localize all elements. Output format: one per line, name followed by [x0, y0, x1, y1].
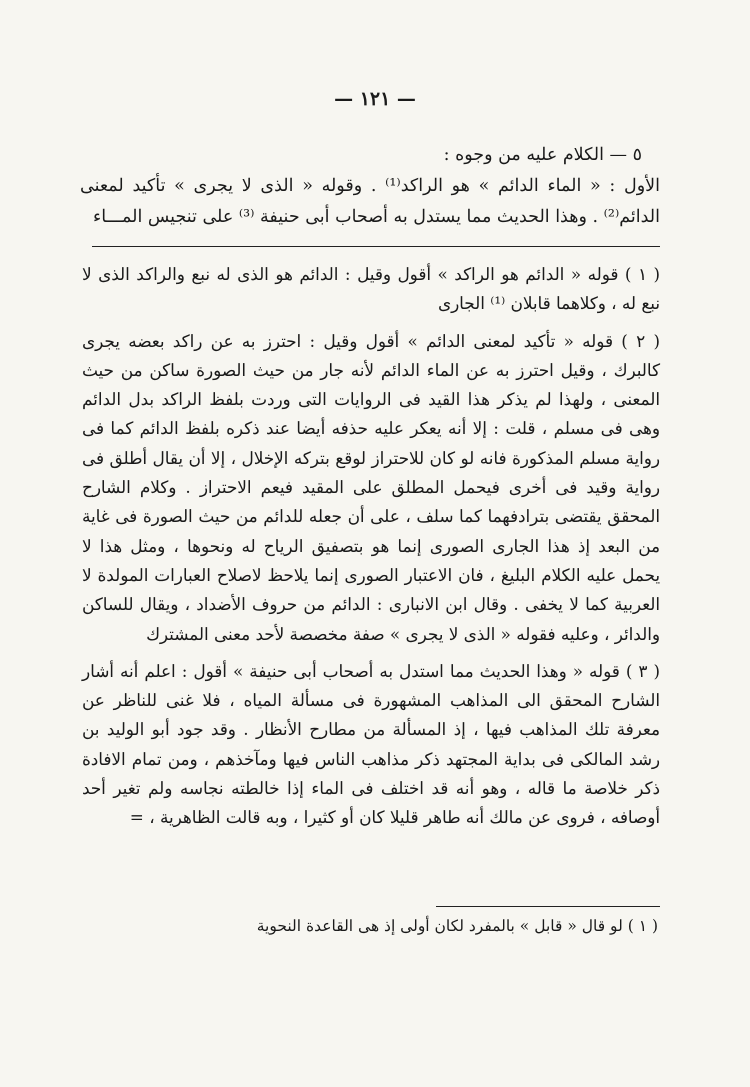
- main-text: [80, 140, 660, 233]
- main-separator-line: [92, 246, 660, 247]
- main-paragraph: الأول : « الماء الدائم » هو الراكد⁽¹⁾ . وقوله « الذى لا يجرى » تأكيد لمعنى الدائم⁽²⁾ . وهذا الحديث مما يستدل به أصحاب أبى حنيفة ⁽³⁾ على تنجيس المـــاء: [80, 176, 661, 227]
- section-heading: ٥ — الكلام عليه من وجوه :: [443, 145, 642, 165]
- footnote-separator-line: [436, 906, 660, 907]
- footnote: ( ١ ) لو قال « قابل » بالمفرد لكان أولى إذ هى القاعدة النحوية: [256, 917, 658, 935]
- commentary-note-3: ( ٣ ) قوله « وهذا الحديث مما استدل به أصحاب أبى حنيفة » أقول : اعلم أنه أشار الشارح المحقق الى المذاهب المشهورة فى مسألة المياه ، فلا غنى للناظر عن معرفة تلك المذاهب فيها ، إذ المسألة من مطارح الأنظار . وقد جود أبو الوليد بن رشد المالكى فى بداية المجتهد ذكر مذاهب الناس فيها ومآخذهم ، ومن تمام الافادة ذكر خلاصة ما قاله ، وهو أنه قد اختلف فى الماء إذا خالطته نجاسه ولم تغير أحد أوصافه ، فروى عن مالك أنه طاهر قليلا كان أو كثيرا ، وبه قالت الظاهرية ، =: [82, 660, 660, 828]
- page-number: — ١٢١ —: [334, 88, 416, 110]
- commentary-note-1: ( ١ ) قوله « الدائم هو الراكد » أقول وقيل : الدائم هو الذى له نبع والراكد الذى لا نبع له ، وكلاهما قابلان ⁽¹⁾ الجارى: [82, 264, 660, 314]
- commentary-note-2: ( ٢ ) قوله « تأكيد لمعنى الدائم » أقول وقيل : احترز به عن راكد بعضه يجرى كالبرك ، وقيل احترز به عن الماء الدائم لأنه جار من حيث الصورة ساكن من حيث المعنى ، ولهذا لم يذكر هذا القيد فى الروايات التى وردت بلفظ الراكد بدل الدائم وهى فى مسلم ، قلت : إلا أنه يعكر عليه حذفه أيضا عند ذكره بلفظ الدائم كما فى رواية مسلم المذكورة فانه لو كان للاحتراز لوقع بتركه الإخلال ، إلا أن يقال أطلق فى رواية وقيد فى أخرى فيحمل المطلق على المقيد فيعم الاحتراز . وكلام الشارح المحقق يقتضى بترادفهما كما سلف ، على أن جعله للدائم من حيث الصورة فى غاية من البعد إذ هذا الجارى الصورى إنما هو بتصفيق الرياح له ونحوها ، ومثل هذا لا يحمل عليه الكلام البليغ ، فان الاعتبار الصورى إنما يلاحظ لاصلاح العبارات المولدة لا العربية كما لا يخفى . وقال ابن الانبارى : الدائم من حروف الأضداد ، ويقال للساكن والدائر ، وعليه فقوله « الذى لا يجرى » صفة مخصصة لأحد معنى المشترك: [82, 330, 661, 644]
- commentary-section: [82, 260, 660, 841]
